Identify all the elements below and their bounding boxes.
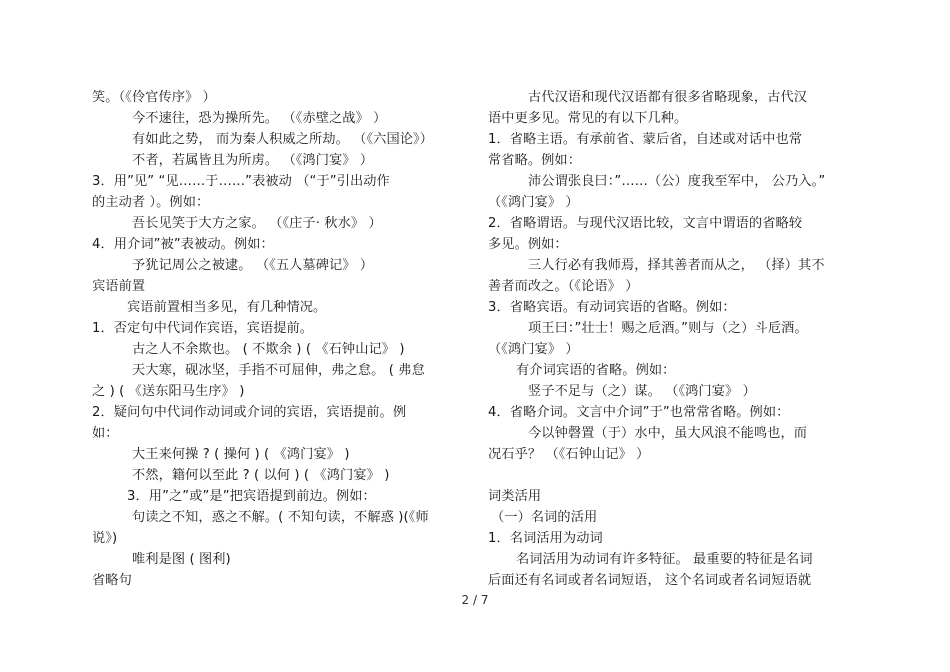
text-line: 如： xyxy=(92,426,119,441)
text-line: 今以钟磬置（于）水中，虽大风浪不能鸣也，而 xyxy=(528,426,808,441)
text-line: 有介词宾语的省略。例如： xyxy=(516,363,676,378)
section-heading: 省略句 xyxy=(92,573,132,588)
text-line: （《鸿门宴》 ） xyxy=(488,195,579,210)
text-line: 项王曰：”壮士！赐之卮酒。”则与（之）斗卮酒。 xyxy=(528,321,808,336)
text-line: 之 ) ( 《送东阳马生序》 ) xyxy=(92,384,245,399)
page-number: 2 / 7 xyxy=(461,593,489,607)
text-line: 有如此之势， 而为秦人积威之所劫。 （《六国论》） xyxy=(132,132,433,147)
text-line: 三人行必有我师焉，择其善者而从之， （择）其不 xyxy=(528,258,825,273)
left-column xyxy=(92,87,472,591)
text-line: 竖子不足与（之）谋。 （《鸿门宴》 ） xyxy=(528,384,756,399)
right-column xyxy=(488,87,868,591)
text-line: 多见。例如： xyxy=(488,237,568,252)
text-line: 3．用”之”或”是”把宾语提到前边。例如： xyxy=(127,489,376,504)
text-line: 名词活用为动词有许多特征。 最重要的特征是名词 xyxy=(516,552,813,567)
text-line: 4．省略介词。文言中介词”于”也常常省略。例如： xyxy=(488,405,790,420)
text-line: 2．疑问句中代词作动词或介词的宾语，宾语提前。例 xyxy=(92,405,407,420)
text-line: 予犹记周公之被逮。 （《五人墓碑记》 ） xyxy=(132,258,374,273)
text-line: 吾长见笑于大方之家。 （《庄子· 秋水》 ） xyxy=(132,216,382,231)
text-line: 古代汉语和现代汉语都有很多省略现象，古代汉 xyxy=(528,90,808,105)
text-line: 古之人不余欺也。 ( 不欺余 ) ( 《石钟山记》 ) xyxy=(132,342,405,357)
text-line: 不然，籍何以至此 ? ( 以何 ) ( 《鸿门宴》 ) xyxy=(132,468,390,483)
text-line: 宾语前置相当多见，有几种情况。 xyxy=(127,300,327,315)
text-line: 1．省略主语。有承前省、蒙后省，自述或对话中也常 xyxy=(488,132,803,147)
section-heading: 词类活用 xyxy=(488,489,542,504)
text-line: 沛公谓张良曰：”……（公）度我至军中， 公乃入。” xyxy=(528,174,826,189)
section-heading: 宾语前置 xyxy=(92,279,146,294)
text-line: 后面还有名词或者名词短语， 这个名词或者名词短语就 xyxy=(488,573,812,588)
text-line: 的主动者 ）。例如： xyxy=(92,195,210,210)
text-line: 唯利是图 ( 图利) xyxy=(132,552,231,567)
text-line: 况石乎？ （《石钟山记》 ） xyxy=(488,447,650,462)
text-line: 4．用介词”被”表被动。例如： xyxy=(92,237,274,252)
text-line: 笑。（《伶官传序》 ） xyxy=(92,90,216,105)
blank-line xyxy=(488,465,868,486)
text-line: 3．用”见” “见……于……”表被动 （“于”引出动作 xyxy=(92,174,390,189)
text-line: 语中更多见。常见的有以下几种。 xyxy=(488,111,688,126)
text-line: 大王来何操 ? ( 操何 ) ( 《鸿门宴》 ) xyxy=(132,447,350,462)
text-line: 2．省略谓语。与现代汉语比较，文言中谓语的省略较 xyxy=(488,216,803,231)
text-line: 1．否定句中代词作宾语，宾语提前。 xyxy=(92,321,314,336)
text-line: 3．省略宾语。有动词宾语的省略。例如： xyxy=(488,300,736,315)
text-line: （《鸿门宴》 ） xyxy=(488,342,579,357)
text-line: 句读之不知，惑之不解。( 不知句读，不解惑 )(《师 xyxy=(132,510,429,525)
subsection-heading: （一）名词的活用 xyxy=(491,510,598,525)
text-line: 常省略。例如： xyxy=(488,153,582,168)
text-line: 1．名词活用为动词 xyxy=(488,531,603,546)
text-line: 不者，若属皆且为所虏。 （《鸿门宴》 ） xyxy=(132,153,374,168)
text-line: 天大寒，砚冰坚，手指不可屈伸，弗之怠。 ( 弗怠 xyxy=(132,363,425,378)
text-line: 说》) xyxy=(92,531,118,546)
text-line: 今不速往，恐为操所先。 （《赤壁之战》 ） xyxy=(132,111,387,126)
text-line: 善者而改之。（《论语》 ） xyxy=(488,279,639,294)
